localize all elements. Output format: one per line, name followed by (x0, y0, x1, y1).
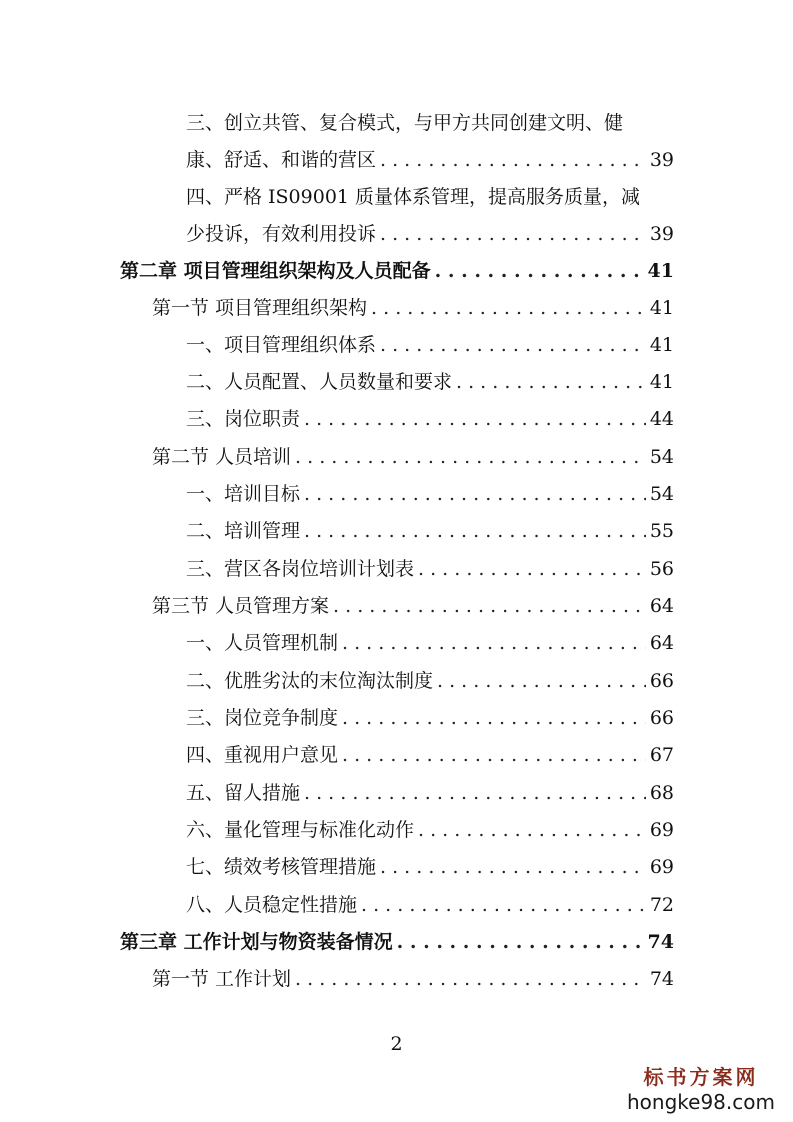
toc-entry-page: 72 (649, 894, 674, 916)
dot-leader (304, 780, 646, 806)
toc-entry[interactable] (186, 780, 674, 806)
dot-leader (397, 929, 644, 955)
toc-entry-title: 第二章 项目管理组织架构及人员配备 (120, 260, 431, 282)
toc-entry-title: 八、人员稳定性措施 (186, 894, 358, 916)
toc-entry-page: 39 (649, 149, 674, 171)
toc-entry-title: 二、优胜劣汰的末位淘汰制度 (186, 670, 434, 692)
toc-entry-title: 第一节 项目管理组织架构 (152, 297, 368, 319)
toc-chapter[interactable] (120, 929, 674, 955)
toc-entry[interactable] (186, 332, 674, 358)
dot-leader (418, 556, 646, 582)
toc-entry[interactable] (186, 705, 674, 731)
toc-entry-page: 64 (649, 595, 674, 617)
toc-entry[interactable] (186, 742, 674, 768)
toc-entry-page: 74 (647, 931, 674, 953)
toc-entry[interactable] (186, 518, 674, 544)
dot-leader (418, 817, 646, 843)
page-number: 2 (390, 1033, 403, 1055)
toc-entry-title: 第二节 人员培训 (152, 446, 292, 468)
watermark-title: 标书方案网 (643, 1065, 759, 1089)
dot-leader (304, 481, 646, 507)
watermark-url: hongke98.com (627, 1090, 775, 1114)
toc-entry[interactable] (186, 147, 674, 173)
toc-entry-title: 四、重视用户意见 (186, 744, 339, 766)
toc-entry-title: 二、人员配置、人员数量和要求 (186, 371, 453, 393)
dot-leader (304, 406, 646, 432)
toc-entry-title: 康、舒适、和谐的营区 (186, 149, 377, 171)
toc-entry-title: 四、严格 IS09001 质量体系管理，提高服务质量，减 (186, 186, 641, 208)
toc-entry-title: 三、岗位职责 (186, 408, 301, 430)
toc-entry-title: 三、营区各岗位培训计划表 (186, 558, 415, 580)
toc-entry[interactable] (186, 184, 674, 210)
dot-leader (380, 332, 646, 358)
toc-entry-page: 64 (649, 632, 674, 654)
dot-leader (380, 854, 646, 880)
toc-section[interactable] (152, 593, 674, 619)
toc-entry-page: 67 (649, 744, 674, 766)
toc-entry-title: 第三章 工作计划与物资装备情况 (120, 931, 393, 953)
dot-leader (295, 966, 646, 992)
toc-entry-title: 少投诉，有效利用投诉 (186, 223, 377, 245)
toc-section[interactable] (152, 966, 674, 992)
dot-leader (342, 742, 646, 768)
toc-entry-page: 66 (649, 670, 674, 692)
toc-entry-title: 第一节 工作计划 (152, 968, 292, 990)
toc-entry-title: 六、量化管理与标准化动作 (186, 819, 415, 841)
toc-section[interactable] (152, 444, 674, 470)
toc-entry-title: 一、培训目标 (186, 483, 301, 505)
toc-entry-title: 一、项目管理组织体系 (186, 334, 377, 356)
toc-entry-page: 68 (649, 782, 674, 804)
toc-entry-title: 七、绩效考核管理措施 (186, 856, 377, 878)
toc-entry[interactable] (186, 110, 674, 136)
toc-entry-page: 41 (647, 260, 674, 282)
toc-entry-title: 三、岗位竞争制度 (186, 707, 339, 729)
toc-entry-page: 69 (649, 819, 674, 841)
toc-entry-title: 一、人员管理机制 (186, 632, 339, 654)
dot-leader (435, 258, 644, 284)
toc-entry[interactable] (186, 817, 674, 843)
dot-leader (304, 518, 646, 544)
toc-entry-page: 66 (649, 707, 674, 729)
toc-entry[interactable] (186, 854, 674, 880)
toc-entry[interactable] (186, 221, 674, 247)
toc-entry-page: 41 (649, 371, 674, 393)
dot-leader (361, 892, 646, 918)
toc-entry-page: 54 (649, 446, 674, 468)
watermark (621, 1064, 781, 1114)
toc-entry-page: 44 (649, 408, 674, 430)
toc-section[interactable] (152, 295, 674, 321)
toc-entry-title: 五、留人措施 (186, 782, 301, 804)
toc-chapter[interactable] (120, 258, 674, 284)
toc-entry-page: 41 (649, 297, 674, 319)
dot-leader (371, 295, 646, 321)
dot-leader (437, 668, 646, 694)
toc-entry[interactable] (186, 668, 674, 694)
dot-leader (333, 593, 646, 619)
toc-entry[interactable] (186, 406, 674, 432)
toc-entry[interactable] (186, 630, 674, 656)
toc-entry-title: 三、创立共管、复合模式，与甲方共同创建文明、健 (186, 112, 624, 134)
toc-entry[interactable] (186, 481, 674, 507)
toc-entry-page: 41 (649, 334, 674, 356)
toc-entry-page: 69 (649, 856, 674, 878)
dot-leader (380, 221, 646, 247)
toc-entry[interactable] (186, 892, 674, 918)
dot-leader (456, 369, 646, 395)
toc-entry-page: 39 (649, 223, 674, 245)
toc-entry-title: 第三节 人员管理方案 (152, 595, 330, 617)
dot-leader (380, 147, 646, 173)
toc-entry[interactable] (186, 369, 674, 395)
dot-leader (295, 444, 646, 470)
toc-entry-title: 二、培训管理 (186, 520, 301, 542)
dot-leader (342, 705, 646, 731)
dot-leader (342, 630, 646, 656)
toc-entry-page: 74 (649, 968, 674, 990)
toc-entry[interactable] (186, 556, 674, 582)
toc-entry-page: 54 (649, 483, 674, 505)
toc-entry-page: 55 (649, 520, 674, 542)
toc-entry-page: 56 (649, 558, 674, 580)
